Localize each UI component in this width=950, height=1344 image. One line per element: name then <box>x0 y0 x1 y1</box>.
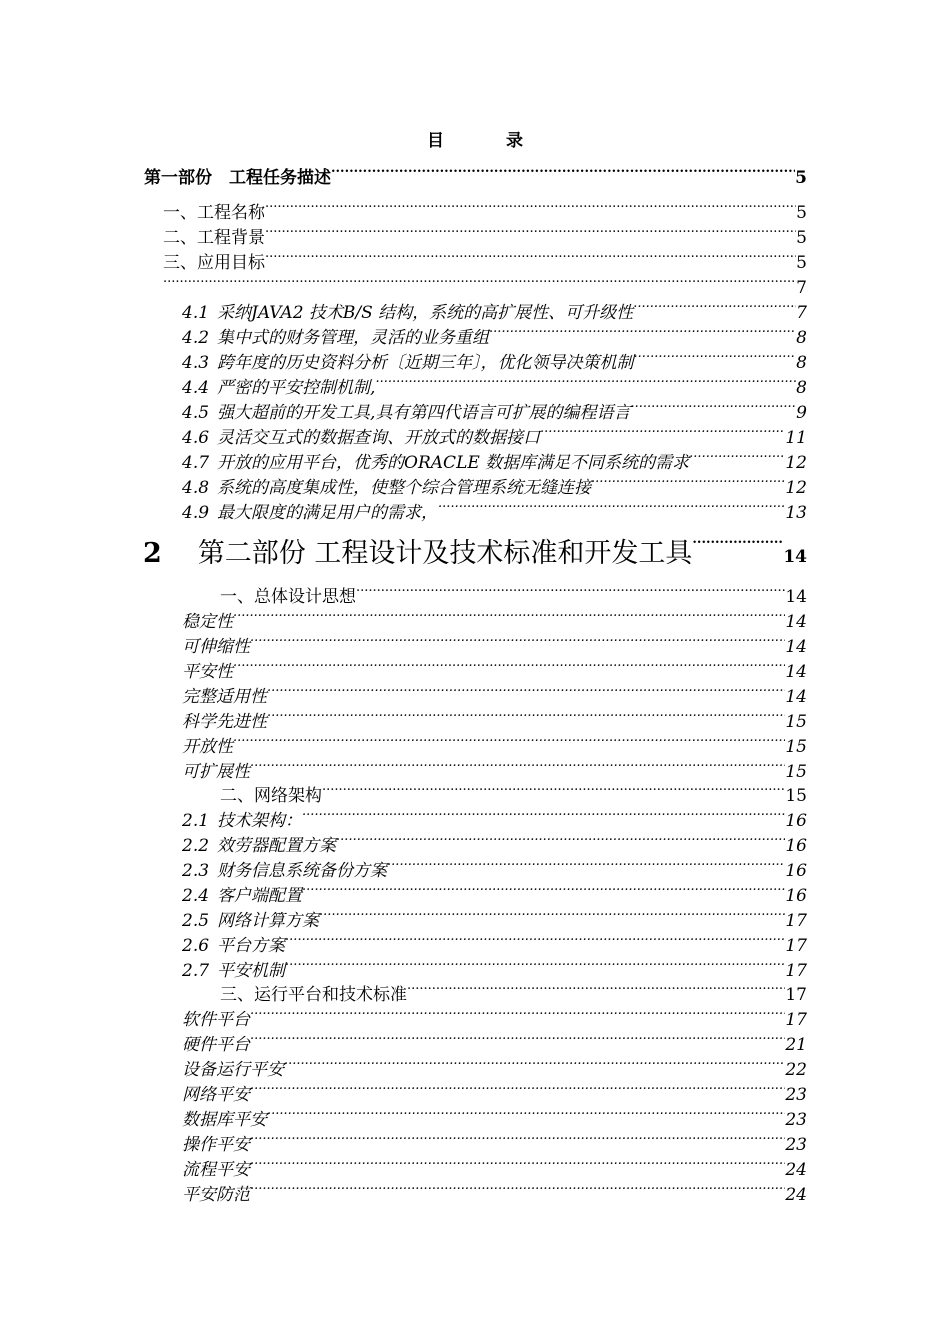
toc-label: 完整适用性 <box>182 687 267 707</box>
toc-leader <box>302 879 785 901</box>
toc-label: 可伸缩性 <box>182 637 250 657</box>
toc-label: 灵活交互式的数据查询、开放式的数据接口 <box>217 428 541 448</box>
toc-page-number: 15 <box>785 786 807 806</box>
toc-page-number: 24 <box>785 1160 807 1180</box>
toc-label: 第二部份 工程设计及技术标准和开发工具 <box>197 538 693 569</box>
toc-label: 开放性 <box>182 737 233 757</box>
toc-leader <box>250 1028 785 1050</box>
toc-page-number: 8 <box>796 353 807 373</box>
toc-page-number: 23 <box>785 1110 807 1130</box>
toc-entry[interactable] <box>182 1178 807 1206</box>
toc-leader <box>250 1178 785 1200</box>
toc-leader <box>285 954 785 976</box>
toc-number: 4.8 <box>182 478 210 498</box>
toc-leader <box>250 1078 785 1100</box>
toc-label: 平安性 <box>182 662 233 682</box>
toc-entry[interactable] <box>182 630 807 658</box>
toc-leader <box>265 246 796 268</box>
toc-entry[interactable] <box>182 1053 807 1081</box>
toc-entry[interactable] <box>163 246 807 274</box>
toc-number: 2.6 <box>182 936 210 956</box>
toc-label: 采纳JAVA2 技术B/S 结构，系统的高扩展性、可升级性 <box>217 303 634 323</box>
toc-leader <box>689 446 785 468</box>
toc-entry[interactable] <box>182 1078 807 1106</box>
toc-label: 一、工程名称 <box>163 203 265 223</box>
toc-entry[interactable] <box>182 1028 807 1056</box>
toc-page-number: 17 <box>785 961 807 981</box>
toc-entry[interactable] <box>182 879 807 907</box>
toc-page-number: 8 <box>796 378 807 398</box>
toc-title-left: 目 <box>427 131 444 151</box>
toc-page-number: 5 <box>796 253 807 273</box>
toc-label: 系统的高度集成性，使整个综合管理系统无缝连接 <box>217 478 592 498</box>
toc-page-number: 12 <box>785 453 807 473</box>
toc-entry[interactable] <box>182 854 807 882</box>
toc-page-number: 16 <box>785 811 807 831</box>
toc-leader <box>233 730 785 752</box>
toc-page-number: 14 <box>785 662 807 682</box>
toc-page-number: 21 <box>785 1035 807 1055</box>
toc-leader <box>630 396 796 418</box>
toc-leader <box>250 1153 785 1175</box>
toc-number: 4.4 <box>182 378 210 398</box>
toc-page-number: 17 <box>785 1010 807 1030</box>
toc-entry[interactable] <box>182 705 807 733</box>
toc-number: 2.1 <box>182 811 210 831</box>
toc-page-number: 9 <box>796 403 807 423</box>
toc-page-number: 14 <box>785 687 807 707</box>
toc-entry[interactable] <box>182 321 807 349</box>
toc-number: 4.2 <box>182 328 210 348</box>
toc-entry[interactable] <box>182 421 807 449</box>
toc-label: 第一部份 工程任务描述 <box>144 168 331 188</box>
toc-leader <box>319 904 785 926</box>
toc-label: 技术架构： <box>217 811 303 831</box>
toc-entry[interactable] <box>182 1128 807 1156</box>
toc-label: 平安防范 <box>182 1185 250 1205</box>
toc-leader <box>163 271 796 293</box>
toc-entry[interactable] <box>182 496 807 524</box>
toc-page-number: 12 <box>785 478 807 498</box>
toc-label: 跨年度的历史资料分析〔近期三年〕，优化领导决策机制 <box>217 353 634 373</box>
toc-page-number: 23 <box>785 1135 807 1155</box>
toc-leader <box>250 630 785 652</box>
toc-page-number: 7 <box>796 278 807 298</box>
toc-number: 4.6 <box>182 428 210 448</box>
toc-page-number: 15 <box>785 737 807 757</box>
toc-label: 平台方案 <box>217 936 286 956</box>
toc-label: 集中式的财务管理，灵活的业务重组 <box>217 328 490 348</box>
toc-page-number: 17 <box>785 985 807 1005</box>
toc-label: 开放的应用平台，优秀的ORACLE 数据库满足不同系统的需求 <box>217 453 690 473</box>
toc-leader <box>233 655 785 677</box>
toc-entry-part2[interactable] <box>143 528 807 574</box>
toc-title-right: 录 <box>506 131 523 151</box>
toc-entry[interactable] <box>182 655 807 683</box>
toc-number: 4.1 <box>182 303 210 323</box>
toc-label: 最大限度的满足用户的需求， <box>217 503 439 523</box>
toc-entry[interactable] <box>182 1003 807 1031</box>
toc-leader <box>692 528 783 562</box>
toc-page-number: 5 <box>796 228 807 248</box>
toc-page-number: 16 <box>785 836 807 856</box>
toc-leader <box>407 978 785 1000</box>
toc-page-number: 7 <box>796 303 807 323</box>
toc-page-number: 8 <box>796 328 807 348</box>
toc-label: 平安机制 <box>217 961 286 981</box>
toc-entry[interactable] <box>182 1103 807 1131</box>
toc-label: 数据库平安 <box>182 1110 267 1130</box>
toc-entry[interactable] <box>163 271 807 299</box>
toc-number: 2.2 <box>182 836 210 856</box>
toc-entry[interactable] <box>182 446 807 474</box>
toc-page-number: 16 <box>785 886 807 906</box>
toc-page-number: 15 <box>785 712 807 732</box>
toc-entry[interactable] <box>182 904 807 932</box>
toc-label: 网络计算方案 <box>217 911 320 931</box>
toc-leader <box>250 755 785 777</box>
toc-leader <box>540 421 785 443</box>
toc-label: 设备运行平安 <box>182 1060 284 1080</box>
toc-label: 稳定性 <box>182 612 233 632</box>
toc-entry[interactable] <box>182 804 807 832</box>
toc-page-number: 5 <box>795 168 807 188</box>
toc-label: 软件平台 <box>182 1010 250 1030</box>
toc-leader <box>302 804 785 826</box>
toc-leader <box>331 161 795 183</box>
toc-leader <box>284 1053 785 1075</box>
toc-number: 4.7 <box>182 453 210 473</box>
toc-leader <box>267 680 785 702</box>
toc-page-number: 13 <box>785 503 807 523</box>
toc-entry[interactable] <box>182 605 807 633</box>
toc-leader <box>250 1128 785 1150</box>
toc-page-number: 17 <box>785 936 807 956</box>
toc-label: 科学先进性 <box>182 712 267 732</box>
toc-entry[interactable] <box>182 680 807 708</box>
toc-leader <box>356 580 785 602</box>
toc-number: 2.7 <box>182 961 210 981</box>
toc-entry[interactable] <box>220 779 807 807</box>
toc-label: 严密的平安控制机制, <box>217 378 376 398</box>
toc-page-number: 14 <box>785 637 807 657</box>
toc-page-number: 14 <box>783 547 807 567</box>
toc-entry[interactable] <box>182 730 807 758</box>
toc-label: 效劳器配置方案 <box>217 836 337 856</box>
toc-entry[interactable] <box>182 396 807 424</box>
toc-label: 客户端配置 <box>217 886 303 906</box>
toc-leader <box>591 471 785 493</box>
toc-number: 2.5 <box>182 911 210 931</box>
toc-leader <box>267 705 785 727</box>
toc-entry[interactable] <box>220 978 807 1006</box>
toc-number: 2 <box>143 538 162 569</box>
toc-label: 操作平安 <box>182 1135 250 1155</box>
toc-entry[interactable] <box>182 346 807 374</box>
toc-label: 二、工程背景 <box>163 228 265 248</box>
toc-leader <box>265 221 796 243</box>
toc-entry[interactable] <box>182 1153 807 1181</box>
toc-number: 4.5 <box>182 403 210 423</box>
toc-leader <box>387 854 785 876</box>
toc-leader <box>233 605 785 627</box>
toc-number: 2.4 <box>182 886 210 906</box>
toc-entry[interactable] <box>182 829 807 857</box>
toc-page-number: 23 <box>785 1085 807 1105</box>
toc-page-number: 5 <box>796 203 807 223</box>
toc-page-number: 22 <box>785 1060 807 1080</box>
toc-entry-part1[interactable] <box>144 161 807 189</box>
toc-label: 财务信息系统备份方案 <box>217 861 388 881</box>
toc-label: 三、应用目标 <box>163 253 265 273</box>
toc-page-number: 17 <box>785 911 807 931</box>
toc-page-number: 24 <box>785 1185 807 1205</box>
toc-leader <box>438 496 785 518</box>
toc-label: 强大超前的开发工具,具有第四代语言可扩展的编程语言 <box>217 403 631 423</box>
toc-label: 三、运行平台和技术标准 <box>220 985 407 1005</box>
toc-page-number: 15 <box>785 762 807 782</box>
toc-leader <box>633 296 796 318</box>
toc-entry[interactable] <box>163 196 807 224</box>
toc-label: 流程平安 <box>182 1160 250 1180</box>
toc-label: 二、网络架构 <box>220 786 322 806</box>
toc-entry[interactable] <box>182 471 807 499</box>
toc-label: 可扩展性 <box>182 762 250 782</box>
toc-title <box>0 126 950 151</box>
toc-leader <box>336 829 785 851</box>
toc-entry[interactable] <box>182 929 807 957</box>
toc-number: 4.3 <box>182 353 210 373</box>
toc-page-number: 14 <box>785 587 807 607</box>
toc-label: 硬件平台 <box>182 1035 250 1055</box>
toc-number: 4.9 <box>182 503 210 523</box>
toc-entry[interactable] <box>163 221 807 249</box>
toc-leader <box>634 346 797 368</box>
toc-number: 2.3 <box>182 861 210 881</box>
toc-page-number: 16 <box>785 861 807 881</box>
toc-leader <box>322 779 785 801</box>
toc-entry[interactable] <box>182 371 807 399</box>
toc-leader <box>265 196 796 218</box>
toc-leader <box>267 1103 785 1125</box>
toc-page-number: 11 <box>785 428 807 448</box>
toc-leader <box>375 371 796 393</box>
toc-entry[interactable] <box>220 580 807 608</box>
toc-label: 网络平安 <box>182 1085 250 1105</box>
toc-leader <box>250 1003 785 1025</box>
toc-leader <box>489 321 796 343</box>
toc-label: 一、总体设计思想 <box>220 587 356 607</box>
toc-leader <box>285 929 785 951</box>
toc-entry[interactable] <box>182 296 807 324</box>
toc-page-number: 14 <box>785 612 807 632</box>
